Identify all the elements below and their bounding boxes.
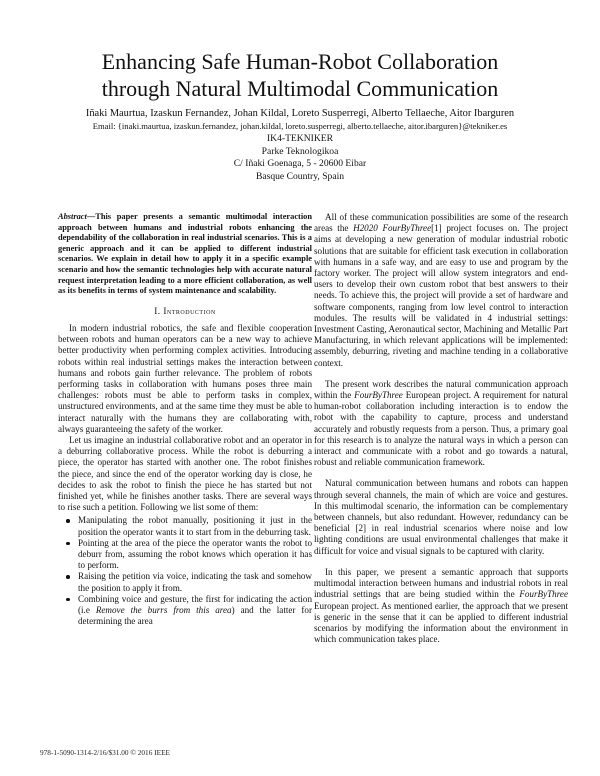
paragraph-text: European project. As mentioned earlier, the approach that we present is generic in the sense that it can be applied to different industrial scenarios by modifying the information about the environment in which communication takes place. <box>314 600 568 645</box>
intro-paragraph-2: Let us imagine an industrial collaborative robot and an operator in a deburring collaborative process. While the robot is deburring a piece, the operator has started with another one. The robot finishes the piece, and since the end of the operator working day is close, he decides to ask the robot to finish the piece he has started but not finished yet, while he finishes another tasks. There are several ways to rise such a petition. Following we list some of them: <box>58 434 312 513</box>
right-paragraph-3: Natural communication between humans and robots can happen through several channels, the main of which are voice and gestures. In this multimodal scenario, the information can be complementary between channels, but also redundant. However, redundancy can be beneficial [2] in real industrial scenarios where noise and low lighting conditions are usual environmental challenges that make it difficult for voice and visual signals to be captured with clarity. <box>314 478 568 556</box>
title-line-2: through Natural Multimodal Communication <box>101 76 499 101</box>
list-item <box>78 594 312 628</box>
right-paragraph-4 <box>314 567 568 645</box>
right-paragraph-2 <box>314 379 568 469</box>
paragraph-text: All of these communication possibilities are some of the research areas the <box>314 212 568 234</box>
paragraph-text: [1] project focuses on. The project aims at developing a new generation of modular industrial robotic solutions that are suitable for efficient task execution in collaboration with humans in a safe way, and are easy to use and program by the factory worker. The project will allow system integrators and end-users to develop their own custom robot that best answers to their needs. To achieve this, the project will provide a set of hardware and software components, ranging from low level control to interaction modules. The results will be validated in 4 industrial settings: Investment Casting, Aeronautical sector, Machining and Metallic Part Manufacturing, in which relevant applications will be implemented: assembly, deburring, riveting and machine tending in a collaborative context. <box>314 223 568 368</box>
paragraph-text: European project. A requirement for natural human-robot collaboration including interaction is to endow the robot with the capability to capture, process and understand accurately and robustly requests from a person. Thus, a primary goal for this research is to analyze the natural ways in which a person can interact and communicate with a robot and go towards a natural, robust and reliable communication framework. <box>314 390 568 468</box>
section-heading-introduction: I. Introduction <box>154 305 216 316</box>
affiliation-line: Parke Teknologikoa <box>261 145 339 157</box>
project-name: H2020 FourByThree <box>353 223 432 234</box>
list-item-text: ) and the latter for determining the area <box>78 605 313 627</box>
affiliation-line: C/ Iñaki Goenaga, 5 - 20600 Eibar <box>233 158 367 169</box>
list-item-text: Manipulating the robot manually, positioning it just in the position the operator wants it to start from in the deburring task. <box>78 515 312 537</box>
bullet-icon <box>66 519 70 523</box>
list-item-emphasis: Remove the burrs from this area <box>95 605 232 616</box>
intro-paragraph-1: In modern industrial robotics, the safe and flexible cooperation between robots and human operators can be a new way to achieve better productivity when performing complex activities. Introducing robots within real industrial settings makes the interaction between humans and robots gain further relevance. The problem of robots performing tasks in collaboration with humans poses three main challenges: robots must be able to perform tasks in complex, unstructured environments, and at the same time they must be able to interact naturally with the humans they are collaborating with, always guaranteeing the safety of the worker. <box>58 322 312 434</box>
title-line-1: Enhancing Safe Human-Robot Collaboration <box>101 49 499 74</box>
list-item-text: Combining voice and gesture, the first for indicating the action (i.e <box>78 593 312 616</box>
author-email: Email: {inaki.maurtua, izaskun.fernandez, johan.kildal, loreto.susperregi, alberto.tellaeche, aitor.ibarguren}@tekniker.es <box>92 121 508 131</box>
bullet-icon <box>66 575 70 579</box>
author-list: Iñaki Maurtua, Izaskun Fernandez, Johan Kildal, Loreto Susperregi, Alberto Tellaeche, Aitor Ibarguren <box>85 108 515 119</box>
abstract <box>58 212 312 297</box>
left-column <box>58 212 312 627</box>
paragraph-text: The present work describes the natural communication approach within the <box>314 378 568 401</box>
affiliation <box>100 133 500 183</box>
paragraph-text: In this paper, we present a semantic approach that supports multimodal interaction between humans and industrial robots in real industrial settings that are being studied within the <box>314 566 568 600</box>
petition-list <box>58 515 312 627</box>
paper-title <box>40 48 560 102</box>
affiliation-line: Basque Country, Spain <box>255 170 345 182</box>
affiliation-line: IK4-TEKNIKER <box>266 133 334 144</box>
right-column <box>314 212 568 645</box>
list-item-text: Raising the petition via voice, indicating the task and somehow the position to apply it from. <box>78 571 312 593</box>
copyright-footer: 978-1-5090-1314-2/16/$31.00 © 2016 IEEE <box>40 748 170 757</box>
bullet-icon <box>66 542 70 546</box>
right-paragraph-1 <box>314 212 568 369</box>
project-name: FourByThree <box>354 390 403 401</box>
abstract-text: This paper presents a semantic multimodal interaction approach between humans and industrial robots enhancing the dependability of the collaboration in real industrial scenarios. This is a generic approach and it can be applied to different industrial scenarios. We explain in detail how to apply it in a specific example scenario and how the semantic technologies help with accurate natural request interpretation leading to a more efficient collaboration, as well as its benefits in terms of system maintenance and scalability. <box>58 212 312 296</box>
project-name: FourByThree <box>519 589 568 600</box>
abstract-lead: Abstract— <box>58 212 96 221</box>
bullet-icon <box>66 598 70 602</box>
list-item <box>78 515 312 537</box>
list-item <box>78 538 312 572</box>
list-item <box>78 571 312 593</box>
list-item-text: Pointing at the area of the piece the operator wants the robot to deburr from, assuming the robot knows which operation it has to perform. <box>78 537 312 571</box>
